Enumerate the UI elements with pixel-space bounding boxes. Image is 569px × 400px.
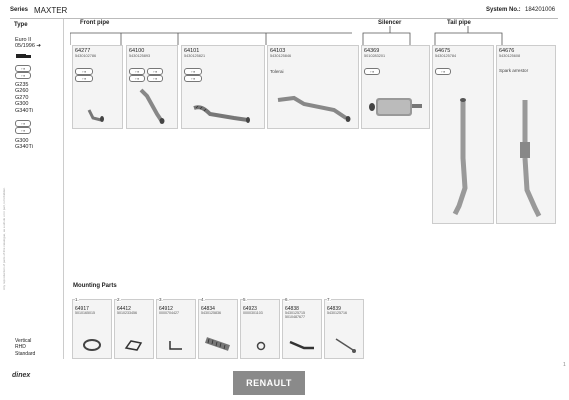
oe-number: 5430125836 <box>201 311 221 315</box>
arrow-right-icon: ➔ <box>36 43 42 50</box>
engine-list-2 <box>15 138 33 151</box>
type-label: Type <box>14 22 28 28</box>
emission-standard: Euro II <box>15 37 32 43</box>
pipe-image <box>87 108 107 122</box>
mounting-item-3[interactable] <box>156 299 196 359</box>
oe-number: 0000704427 <box>159 311 179 315</box>
flex-pipe-image <box>190 100 254 124</box>
fit-indicator: ◦ ▪ <box>15 127 31 134</box>
tail-pipe-image <box>443 98 483 218</box>
part-card-silencer[interactable] <box>361 45 430 129</box>
truck-icon <box>16 53 32 59</box>
oe-number: 5430125608 <box>499 54 521 58</box>
system-number-label: System No.: <box>486 7 521 13</box>
pipe-image <box>274 94 354 124</box>
direction-standard: Standard <box>15 350 36 357</box>
system-number-value: 184201006 <box>525 7 556 13</box>
engine-list-1 <box>15 82 33 114</box>
oe-number: 5430125893 <box>129 54 151 58</box>
item-index: 7. <box>327 297 331 302</box>
section-front-pipe: Front pipe <box>80 20 110 26</box>
series-value: MAXTER <box>34 6 68 15</box>
oe-number: 5430125715 5010487677 <box>285 311 305 320</box>
support-bar-image <box>333 336 359 354</box>
fit-indicator: ◦ ▪ <box>15 72 31 79</box>
part-number: 64912 <box>159 306 173 312</box>
fit-indicator: ◦ ▪ <box>364 68 380 75</box>
gasket-image <box>123 338 145 352</box>
emission-group <box>15 37 41 50</box>
fit-indicator: ◦ ▪ <box>75 68 93 75</box>
oe-number: 5430125846 <box>270 54 292 58</box>
part-number: 64412 <box>117 306 131 312</box>
brand-label: RENAULT <box>233 371 305 395</box>
direction-vertical: Vertical <box>15 338 32 344</box>
fit-indicator: ◦ ▪ <box>15 120 31 127</box>
fit-indicator: ◦ ▪ <box>147 68 163 75</box>
silencer-image <box>366 92 426 122</box>
oe-number: 5430125784 <box>435 54 457 58</box>
direction-info <box>15 338 35 357</box>
mounting-item-4[interactable] <box>198 299 238 359</box>
fit-indicator: ◦ ▪ <box>184 75 202 82</box>
dinex-logo: dinex <box>12 372 31 379</box>
mounting-item-1[interactable] <box>72 299 112 359</box>
part-number: 64676 <box>499 48 515 54</box>
header-bar <box>10 6 558 19</box>
fit-indicator: ◦ ▪ <box>129 68 145 75</box>
series-label: Series <box>10 7 29 13</box>
engine-item: G235 <box>15 82 29 88</box>
oe-number: 5430125821 <box>184 54 206 58</box>
item-index: 5. <box>243 297 247 302</box>
clamp-image <box>81 338 103 352</box>
type-column <box>10 19 64 359</box>
engine-item: G300 <box>15 101 29 108</box>
part-number: 64917 <box>75 306 89 312</box>
fit-indicator: ◦ ▪ <box>147 75 163 82</box>
part-number: 64675 <box>435 48 451 54</box>
fit-indicator: ◦ ▪ <box>75 75 93 82</box>
part-number: 64101 <box>184 48 200 54</box>
item-index: 2. <box>117 297 121 302</box>
part-number: 64839 <box>327 306 341 312</box>
item-index: 3. <box>159 297 163 302</box>
oe-number: 5430125716 <box>327 311 347 315</box>
fit-indicator: ◦ ▪ <box>15 65 31 72</box>
section-tail-pipe: Tail pipe <box>447 20 471 26</box>
part-number: 64100 <box>129 48 145 54</box>
oe-number: 5010165015 <box>75 311 95 315</box>
pipe-image <box>135 86 169 126</box>
part-card-tail-pipe-2[interactable] <box>496 45 556 224</box>
mounting-parts-title: Mounting Parts <box>73 283 117 289</box>
part-card-front-pipe-1[interactable] <box>72 45 123 129</box>
engine-item: G340Ti <box>15 107 33 114</box>
tail-pipe-spark-arrestor-image <box>505 98 549 220</box>
engine-item: G300 <box>15 138 29 144</box>
item-index: 6. <box>285 297 289 302</box>
part-card-front-pipe-2[interactable] <box>126 45 178 129</box>
engine-item: G270 <box>15 94 29 101</box>
corner-mark: 1 <box>563 362 566 368</box>
part-number: 64838 <box>285 306 299 312</box>
part-number: 64277 <box>75 48 91 54</box>
direction-drive: RHD <box>15 344 26 351</box>
fit-indicator: ◦ ▪ <box>129 75 145 82</box>
model-date: 05/1996 ➔ <box>15 43 42 50</box>
engine-item: G340Ti <box>15 144 33 151</box>
item-index: 4. <box>201 297 205 302</box>
fit-indicator: ◦ ▪ <box>184 68 202 75</box>
ring-image <box>255 340 267 352</box>
mounting-item-6[interactable] <box>282 299 322 359</box>
mounting-item-2[interactable] <box>114 299 154 359</box>
section-silencer: Silencer <box>378 20 402 26</box>
part-card-front-pipe-3[interactable] <box>181 45 265 129</box>
part-note: Spark arrestor <box>499 68 529 73</box>
mounting-item-5[interactable] <box>240 299 280 359</box>
part-number: 64103 <box>270 48 286 54</box>
section-connectors <box>70 26 560 46</box>
bracket-image <box>167 338 185 352</box>
part-number: 64369 <box>364 48 380 54</box>
part-number: 64834 <box>201 306 215 312</box>
oe-number: 5010233456 <box>117 311 137 315</box>
fit-indicator: ◦ ▪ <box>435 68 451 75</box>
engine-item: G260 <box>15 88 29 95</box>
flex-hose-image <box>203 334 233 354</box>
side-copyright-note: Any reproduction of parts of this catalogue, as a whole or in part, is forbidden. <box>2 187 6 290</box>
oe-number: 5010283201 <box>364 54 386 58</box>
mounting-item-7[interactable] <box>324 299 364 359</box>
oe-number: 0000301103 <box>243 311 263 315</box>
part-card-front-pipe-4[interactable] <box>267 45 359 129</box>
strap-image <box>288 338 316 352</box>
item-index: 1. <box>75 297 79 302</box>
part-card-tail-pipe-1[interactable] <box>432 45 494 224</box>
oe-number: 5430102786 <box>75 54 97 58</box>
part-note: Tolerai <box>270 69 284 74</box>
part-number: 64923 <box>243 306 257 312</box>
